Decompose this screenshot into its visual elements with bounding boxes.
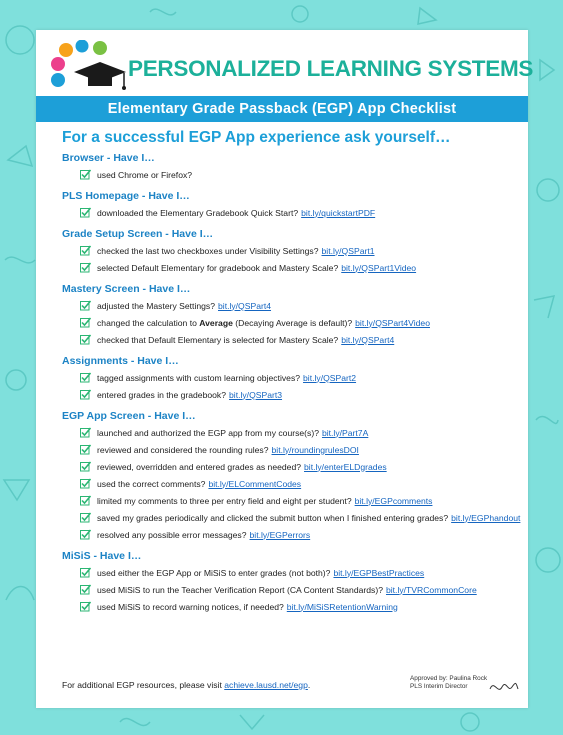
checklist-banner: Elementary Grade Passback (EGP) App Checklist bbox=[36, 96, 528, 122]
item-text: tagged assignments with custom learning objectives? bbox=[97, 372, 301, 383]
checklist-item bbox=[80, 333, 522, 346]
checklist-item bbox=[80, 583, 522, 596]
checkbox-check-icon bbox=[80, 207, 91, 218]
section-heading: EGP App Screen - Have I… bbox=[62, 410, 196, 422]
checklist-item bbox=[80, 566, 522, 579]
item-link[interactable]: bit.ly/roundingrulesDOI bbox=[271, 444, 359, 455]
checkbox-check-icon bbox=[80, 444, 91, 455]
checkbox-check-icon bbox=[80, 169, 91, 180]
checklist-item bbox=[80, 477, 522, 490]
checklist-item bbox=[80, 299, 522, 312]
checklist-section bbox=[62, 550, 522, 613]
checklist-item bbox=[80, 511, 522, 524]
item-text: (Decaying Average is default)? bbox=[235, 317, 353, 328]
item-text: used either the EGP App or MiSiS to enter grades (not both)? bbox=[97, 567, 331, 578]
signature-icon bbox=[488, 679, 520, 693]
checklist-section bbox=[62, 410, 522, 541]
item-link[interactable]: bit.ly/QSPart3 bbox=[229, 389, 283, 400]
item-link[interactable]: bit.ly/QSPart1 bbox=[321, 245, 375, 256]
item-text: adjusted the Mastery Settings? bbox=[97, 300, 215, 311]
item-link[interactable]: bit.ly/EGPBestPractices bbox=[333, 567, 425, 578]
item-text: reviewed and considered the rounding rules? bbox=[97, 444, 269, 455]
checklist-section bbox=[62, 355, 522, 401]
checkbox-check-icon bbox=[80, 478, 91, 489]
footer-link[interactable]: achieve.lausd.net/egp bbox=[224, 680, 308, 690]
item-text: saved my grades periodically and clicked the submit button when I finished entering grades? bbox=[97, 512, 449, 523]
item-text: used Chrome or Firefox? bbox=[97, 169, 193, 180]
checklist-item bbox=[80, 168, 522, 181]
checkbox-check-icon bbox=[80, 317, 91, 328]
item-text: used the correct comments? bbox=[97, 478, 206, 489]
approval-line-1: Approved by: Paulina Rock bbox=[410, 675, 488, 682]
item-link[interactable]: bit.ly/ELCommentCodes bbox=[208, 478, 302, 489]
item-link[interactable]: bit.ly/QSPart4 bbox=[218, 300, 272, 311]
checkbox-check-icon bbox=[80, 461, 91, 472]
checkbox-check-icon bbox=[80, 427, 91, 438]
item-link[interactable]: bit.ly/EGPhandout bbox=[451, 512, 521, 523]
checklist-item bbox=[80, 494, 522, 507]
checklist-section bbox=[62, 283, 522, 346]
approval-block bbox=[410, 675, 520, 691]
item-text: reviewed, overridden and entered grades as needed? bbox=[97, 461, 302, 472]
checkbox-check-icon bbox=[80, 529, 91, 540]
item-link[interactable]: bit.ly/EGPcomments bbox=[354, 495, 433, 506]
item-link[interactable]: bit.ly/QSPart4 bbox=[341, 334, 395, 345]
footer-text: For additional EGP resources, please visit bbox=[62, 680, 222, 690]
item-text: entered grades in the gradebook? bbox=[97, 389, 227, 400]
section-heading: Browser - Have I… bbox=[62, 152, 155, 164]
item-link[interactable]: bit.ly/MiSiSRetentionWarning bbox=[286, 601, 398, 612]
checkbox-check-icon bbox=[80, 372, 91, 383]
item-text: limited my comments to three per entry field and eight per student? bbox=[97, 495, 352, 506]
checklist-section bbox=[62, 190, 522, 219]
checklist-item bbox=[80, 426, 522, 439]
item-link[interactable]: bit.ly/QSPart4Video bbox=[355, 317, 430, 328]
item-link[interactable]: bit.ly/TVRCommonCore bbox=[385, 584, 477, 595]
section-heading: Assignments - Have I… bbox=[62, 355, 179, 367]
item-link[interactable]: bit.ly/quickstartPDF bbox=[301, 207, 376, 218]
item-text: checked the last two checkboxes under Visibility Settings? bbox=[97, 245, 319, 256]
pls-logo bbox=[44, 40, 132, 102]
checklist-item bbox=[80, 443, 522, 456]
checkbox-check-icon bbox=[80, 334, 91, 345]
checklist-item bbox=[80, 261, 522, 274]
checklist-item bbox=[80, 244, 522, 257]
checkbox-check-icon bbox=[80, 262, 91, 273]
item-link[interactable]: bit.ly/enterELDgrades bbox=[304, 461, 387, 472]
section-heading: Mastery Screen - Have I… bbox=[62, 283, 191, 295]
checklist-section bbox=[62, 228, 522, 274]
checkbox-check-icon bbox=[80, 389, 91, 400]
org-title: PERSONALIZED LEARNING SYSTEMS bbox=[128, 56, 534, 81]
checklist-item bbox=[80, 388, 522, 401]
checkbox-check-icon bbox=[80, 567, 91, 578]
checklist-item bbox=[80, 371, 522, 384]
item-text: resolved any possible error messages? bbox=[97, 529, 247, 540]
section-heading: MiSiS - Have I… bbox=[62, 550, 142, 562]
checklist-subtitle: For a successful EGP App experience ask yourself… bbox=[62, 129, 451, 146]
checklist-item bbox=[80, 528, 522, 541]
item-text: selected Default Elementary for gradebook and Mastery Scale? bbox=[97, 262, 339, 273]
approval-line-2: PLS Interim Director bbox=[410, 683, 468, 690]
item-text-before: changed the calculation to bbox=[97, 317, 197, 328]
checkbox-check-icon bbox=[80, 495, 91, 506]
section-heading: PLS Homepage - Have I… bbox=[62, 190, 190, 202]
item-text: used MiSiS to run the Teacher Verification Report (CA Content Standards)? bbox=[97, 584, 383, 595]
checkbox-check-icon bbox=[80, 300, 91, 311]
checkbox-check-icon bbox=[80, 245, 91, 256]
item-text: used MiSiS to record warning notices, if needed? bbox=[97, 601, 284, 612]
checklist-item bbox=[80, 600, 522, 613]
item-link[interactable]: bit.ly/EGPerrors bbox=[249, 529, 311, 540]
checkbox-check-icon bbox=[80, 512, 91, 523]
checklist-sections bbox=[62, 152, 522, 622]
checklist-item bbox=[80, 460, 522, 473]
checklist-section bbox=[62, 152, 522, 181]
checklist-item bbox=[80, 316, 522, 329]
item-bold-text: Average bbox=[199, 317, 233, 328]
checklist-item bbox=[80, 206, 522, 219]
item-text: checked that Default Elementary is selected for Mastery Scale? bbox=[97, 334, 339, 345]
section-heading: Grade Setup Screen - Have I… bbox=[62, 228, 214, 240]
item-link[interactable]: bit.ly/Part7A bbox=[321, 427, 369, 438]
item-link[interactable]: bit.ly/QSPart1Video bbox=[341, 262, 417, 273]
item-text: downloaded the Elementary Gradebook Quick Start? bbox=[97, 207, 299, 218]
checklist-page bbox=[36, 30, 534, 708]
item-text: launched and authorized the EGP app from my course(s)? bbox=[97, 427, 319, 438]
footer-trailing: . bbox=[307, 680, 311, 690]
checkbox-check-icon bbox=[80, 584, 91, 595]
item-link[interactable]: bit.ly/QSPart2 bbox=[303, 372, 357, 383]
checkbox-check-icon bbox=[80, 601, 91, 612]
footer-note bbox=[62, 680, 310, 690]
